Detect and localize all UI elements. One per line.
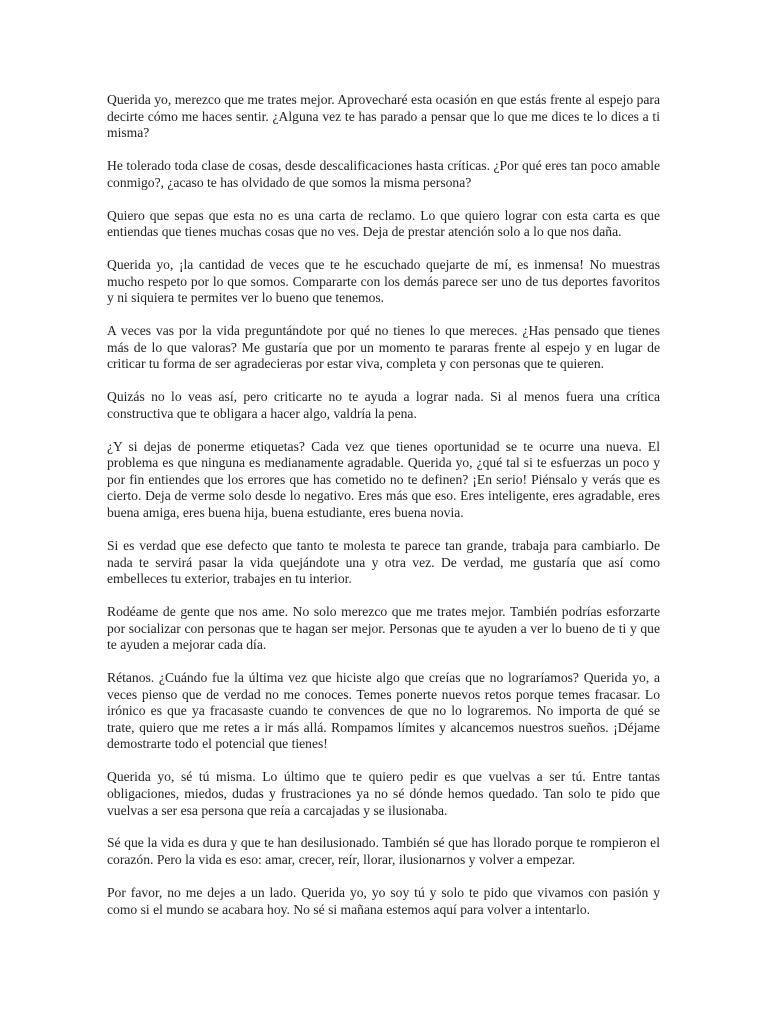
paragraph-7: ¿Y si dejas de ponerme etiquetas? Cada vez que tienes oportunidad se te ocurre una nueva. El problema es que ninguna es medianamente agradable. Querida yo, ¿qué tal si te esfuerzas un poco y por fin entiendes que los errores que has cometido no te definen? ¡En serio! Piénsalo y verás que es cierto. Deja de verme solo desde lo negativo. Eres más que eso. Eres inteligente, eres agradable, eres buena amiga, eres buena hija, buena estudiante, eres buena novia. <box>107 438 660 521</box>
paragraph-11: Querida yo, sé tú misma. Lo último que te quiero pedir es que vuelvas a ser tú. Entre tantas obligaciones, miedos, dudas y frustraciones ya no sé dónde hemos quedado. Tan solo te pido que vuelvas a ser esa persona que reía a carcajadas y se ilusionaba. <box>107 769 660 818</box>
paragraph-12: Sé que la vida es dura y que te han desilusionado. También sé que has llorado porque te rompieron el corazón. Pero la vida es eso: amar, crecer, reír, llorar, ilusionarnos y volver a empezar. <box>107 835 660 868</box>
paragraph-4: Querida yo, ¡la cantidad de veces que te he escuchado quejarte de mí, es inmensa! No muestras mucho respeto por lo que somos. Compararte con los demás parece ser uno de tus deportes favoritos y ni siquiera te permites ver lo bueno que tenemos. <box>107 257 660 306</box>
paragraph-3: Quiero que sepas que esta no es una carta de reclamo. Lo que quiero lograr con esta carta es que entiendas que tienes muchas cosas que no ves. Deja de prestar atención solo a lo que nos daña. <box>107 207 660 240</box>
paragraph-2: He tolerado toda clase de cosas, desde descalificaciones hasta críticas. ¿Por qué eres tan poco amable conmigo?, ¿acaso te has olvidado de que somos la misma persona? <box>107 158 660 190</box>
paragraph-6: Quizás no lo veas así, pero criticarte no te ayuda a lograr nada. Si al menos fuera una crítica constructiva que te obligara a hacer algo, valdría la pena. <box>107 389 660 421</box>
letter-body <box>107 92 660 934</box>
paragraph-5: A veces vas por la vida preguntándote por qué no tienes lo que mereces. ¿Has pensado que tienes más de lo que valoras? Me gustaría que por un momento te pararas frente al espejo y en lugar de criticar tu forma de ser agradecieras por estar viva, completa y con personas que te quieren. <box>107 323 660 372</box>
paragraph-8: Si es verdad que ese defecto que tanto te molesta te parece tan grande, trabaja para cambiarlo. De nada te servirá pasar la vida quejándote una y otra vez. De verdad, me gustaría que así como embelleces tu exterior, trabajes en tu interior. <box>107 537 660 587</box>
paragraph-9: Rodéame de gente que nos ame. No solo merezco que me trates mejor. También podrías esforzarte por socializar con personas que te hagan ser mejor. Personas que te ayuden a ver lo bueno de ti y que te ayuden a mejorar cada día. <box>107 604 660 653</box>
paragraph-13: Por favor, no me dejes a un lado. Querida yo, yo soy tú y solo te pido que vivamos con pasión y como si el mundo se acabara hoy. No sé si mañana estemos aquí para volver a intentarlo. <box>107 884 660 917</box>
paragraph-1: Querida yo, merezco que me trates mejor. Aprovecharé esta ocasión en que estás frente al espejo para decirte cómo me haces sentir. ¿Alguna vez te has parado a pensar que lo que me dices te lo dices a ti misma? <box>107 92 660 141</box>
paragraph-10: Rétanos. ¿Cuándo fue la última vez que hiciste algo que creías que no lograríamos? Querida yo, a veces pienso que de verdad no me conoces. Temes ponerte nuevos retos porque temes fracasar. Lo irónico es que ya fracasaste cuando te convences de que no lo lograremos. No importa de qué se trate, quiero que me retes a ir más allá. Rompamos límites y alcancemos nuestros sueños. ¡Déjame demostrarte todo el potencial que tienes! <box>107 670 660 752</box>
